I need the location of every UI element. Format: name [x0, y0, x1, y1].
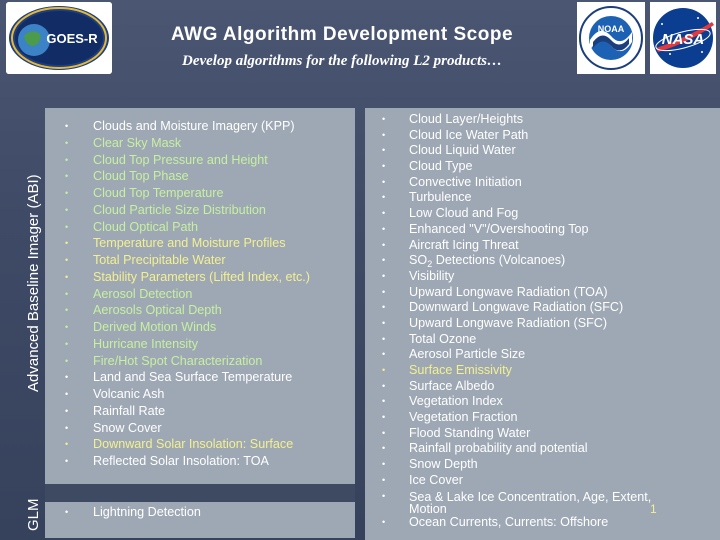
- bullet-icon: •: [65, 121, 69, 131]
- list-item-label: Total Ozone: [409, 331, 477, 346]
- bullet-icon: •: [382, 474, 386, 485]
- list-item-label: Land and Sea Surface Temperature: [93, 370, 293, 385]
- bullet-icon: •: [382, 333, 386, 344]
- list-item-label: Vegetation Fraction: [409, 410, 518, 425]
- page-number: 1: [650, 502, 657, 516]
- bullet-icon: •: [382, 365, 386, 375]
- list-item-label: Cloud Liquid Water: [409, 143, 516, 158]
- bullet-icon: •: [382, 161, 386, 172]
- noaa-logo-graphic: [577, 2, 645, 74]
- bullet-icon: •: [382, 459, 386, 470]
- list-item-label: Rainfall Rate: [93, 403, 166, 418]
- list-item-label: Aircraft Icing Threat: [409, 237, 519, 252]
- glm-section-label: GLM: [25, 498, 42, 531]
- list-item-label: Vegetation Index: [409, 394, 503, 409]
- bullet-icon: •: [382, 396, 386, 407]
- bullet-icon: •: [65, 171, 69, 182]
- list-item-label: Cloud Layer/Heights: [409, 112, 524, 126]
- list-item-label: Clouds and Moisture Imagery (KPP): [93, 119, 295, 133]
- list-item-label: Aerosol Detection: [93, 286, 193, 301]
- bullet-icon: •: [382, 380, 386, 391]
- list-item-label: Surface Albedo: [409, 378, 495, 393]
- list-item-label: Stability Parameters (Lifted Index, etc.): [93, 269, 310, 284]
- list-item-label: Upward Longwave Radiation (SFC): [409, 315, 608, 330]
- bullet-icon: •: [382, 255, 386, 266]
- list-item-label: Ice Cover: [409, 472, 463, 487]
- list-item-label: Cloud Type: [409, 159, 473, 174]
- bullet-icon: •: [382, 239, 386, 250]
- goes-r-logo-graphic: [6, 2, 112, 74]
- list-item-label: Fire/Hot Spot Characterization: [93, 353, 263, 368]
- bullet-icon: •: [65, 305, 69, 316]
- bullet-icon: •: [382, 270, 386, 281]
- list-item-label: Aerosols Optical Depth: [93, 303, 222, 318]
- list-item-label: Snow Depth: [409, 457, 478, 472]
- list-item-label: Sea & Lake Ice Concentration, Age, Extent, Motion: [409, 489, 652, 516]
- list-item-label: Cloud Top Phase: [93, 169, 189, 184]
- list-item-label: Reflected Solar Insolation: TOA: [93, 454, 269, 468]
- bullet-icon: •: [382, 192, 386, 203]
- list-item-label: Cloud Particle Size Distribution: [93, 202, 266, 217]
- list-item-label: Ocean Currents, Currents: Offshore: [409, 514, 609, 529]
- page-subtitle: Develop algorithms for the following L2 products…: [181, 53, 502, 69]
- list-item-label: Snow Cover: [93, 420, 162, 435]
- bullet-icon: •: [65, 456, 69, 466]
- bullet-icon: •: [65, 389, 69, 399]
- list-item-label: Surface Emissivity: [409, 363, 512, 377]
- noaa-logo-text: NOAA: [597, 24, 625, 34]
- bullet-icon: •: [382, 412, 386, 423]
- bullet-icon: •: [382, 349, 386, 360]
- list-item-label: Enhanced "V"/Overshooting Top: [409, 221, 589, 236]
- list-item-label: Cloud Top Temperature: [93, 186, 224, 200]
- bullet-icon: •: [382, 129, 386, 140]
- nasa-logo-graphic: [650, 2, 716, 74]
- goes-r-logo: [6, 2, 112, 74]
- bullet-icon: •: [382, 286, 386, 297]
- list-item-label: Downward Longwave Radiation (SFC): [409, 300, 624, 315]
- bullet-icon: •: [382, 223, 386, 234]
- bullet-icon: •: [65, 137, 69, 148]
- list-item-label: Cloud Optical Path: [93, 219, 199, 234]
- list-item-label: Convective Initiation: [409, 174, 522, 189]
- list-item-label: Upward Longwave Radiation (TOA): [409, 284, 608, 299]
- bullet-icon: •: [65, 271, 69, 282]
- list-item-label: Derived Motion Winds: [93, 320, 217, 334]
- list-item-subscript: 2: [427, 259, 433, 270]
- bullet-icon: •: [382, 490, 386, 501]
- bullet-icon: •: [65, 439, 69, 450]
- list-item-label: Flood Standing Water: [409, 425, 531, 440]
- bullet-icon: •: [382, 427, 386, 438]
- list-item-label: Hurricane Intensity: [93, 336, 198, 351]
- bullet-icon: •: [382, 176, 386, 187]
- bullet-icon: •: [65, 238, 69, 249]
- list-item-label: Rainfall probability and potential: [409, 441, 588, 456]
- bullet-icon: •: [382, 443, 386, 454]
- abi-glm-divider: [45, 484, 355, 502]
- bullet-icon: •: [382, 114, 386, 124]
- list-item-label: Clear Sky Mask: [93, 135, 182, 150]
- glm-product-label: Lightning Detection: [93, 505, 201, 519]
- list-item-label-part: SO: [409, 253, 428, 268]
- list-item-label: Volcanic Ash: [93, 387, 165, 401]
- bullet-icon: •: [65, 288, 69, 299]
- bullet-icon: •: [65, 355, 69, 366]
- abi-section-label: Advanced Baseline Imager (ABI): [25, 174, 42, 392]
- bullet-icon: •: [65, 221, 69, 232]
- list-item-label: Downward Solar Insolation: Surface: [93, 437, 294, 452]
- bullet-icon: •: [382, 208, 386, 219]
- list-item-label: Low Cloud and Fog: [409, 206, 519, 221]
- list-item-label: Total Precipitable Water: [93, 253, 226, 267]
- bullet-icon: •: [65, 338, 69, 349]
- noaa-logo: [577, 2, 645, 74]
- bullet-icon: •: [382, 516, 386, 527]
- bullet-icon: •: [382, 145, 386, 156]
- list-item-label: Cloud Ice Water Path: [409, 127, 529, 142]
- goes-r-logo-text: GOES-R: [46, 31, 98, 46]
- bullet-icon: •: [65, 255, 69, 265]
- list-item-label: Temperature and Moisture Profiles: [93, 236, 286, 251]
- list-item-label: Cloud Top Pressure and Height: [93, 152, 268, 167]
- list-item-label: Aerosol Particle Size: [409, 347, 526, 362]
- list-item-label-part: Detections (Volcanoes): [432, 253, 566, 268]
- page-title: AWG Algorithm Development Scope: [170, 24, 514, 45]
- bullet-icon: •: [382, 302, 386, 313]
- bullet-icon: •: [65, 322, 69, 332]
- bullet-icon: •: [65, 372, 69, 383]
- bullet-icon: •: [65, 422, 69, 433]
- bullet-icon: •: [382, 317, 386, 328]
- list-item-label: Visibility: [409, 268, 455, 283]
- bullet-icon: •: [65, 507, 69, 517]
- nasa-logo-text: NASA: [661, 31, 705, 48]
- nasa-logo: [650, 2, 716, 74]
- bullet-icon: •: [65, 154, 69, 165]
- list-item-label: Turbulence: [409, 190, 472, 205]
- bullet-icon: •: [65, 188, 69, 198]
- bullet-icon: •: [65, 405, 69, 416]
- bullet-icon: •: [65, 204, 69, 215]
